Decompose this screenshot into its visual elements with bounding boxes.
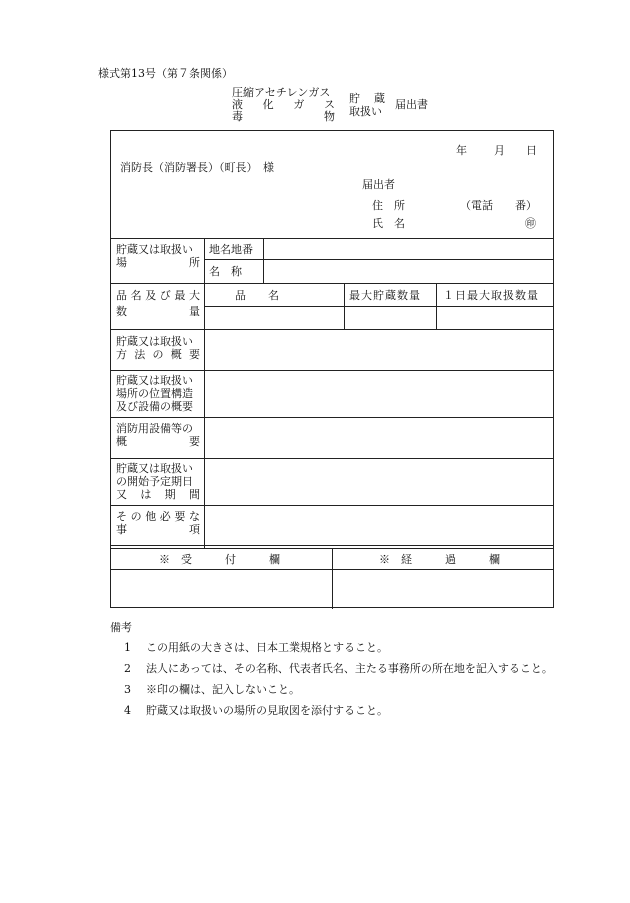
date-day: 日 [526, 144, 537, 157]
remark-4-text: 貯蔵又は取扱いの場所の見取図を添付すること。 [146, 704, 388, 717]
form-number: 様式第13号（第７条関係） [98, 67, 233, 80]
title-substance-1: 圧縮アセチレンガス [232, 86, 331, 99]
notifier-label: 届出者 [362, 178, 395, 191]
remark-3-text: ※印の欄は、記入しないこと。 [146, 683, 300, 696]
remark-2-num: 2 [124, 662, 131, 675]
title-substance-2: 液 化 ガ ス [232, 98, 335, 111]
date-year: 年 [456, 144, 467, 157]
remark-1-num: 1 [124, 641, 131, 654]
date-month: 月 [494, 144, 505, 157]
row-schedule-label: 貯蔵又は取扱い の開始予定期日 又 は 期 間 [116, 462, 200, 501]
row-equipment-label: 消防用設備等の 概 要 [116, 422, 200, 448]
col-max-storage-header: 最大貯蔵数量 [349, 289, 421, 302]
remark-2-text: 法人にあっては、その名称、代表者氏名、主たる事務所の所在地を記入すること。 [146, 662, 553, 675]
remark-4-num: 4 [124, 704, 131, 717]
remarks-title: 備考 [110, 621, 132, 634]
row-method-label: 貯蔵又は取扱い 方 法 の 概 要 [116, 335, 200, 361]
reception-col-header: ※ 受 付 欄 [159, 553, 280, 566]
location-label: 貯蔵又は取扱い 場 所 [116, 243, 200, 269]
name-field-label: 名 称 [209, 265, 242, 278]
addressee: 消防長（消防署長）（町長） 様 [120, 161, 274, 174]
quantity-label: 品 名 及 び 最 大 数 量 [116, 289, 200, 318]
address-field-label: 地名地番 [209, 243, 253, 256]
row-structure-label: 貯蔵又は取扱い 場所の位置構造 及び設備の概要 [116, 374, 193, 413]
form-table [110, 130, 554, 608]
remark-1-text: この用紙の大きさは、日本工業規格とすること。 [146, 641, 388, 654]
phone-label: （電話 番） [460, 199, 537, 212]
title-suffix: 届出書 [395, 98, 428, 111]
row-other-label: そ の 他 必 要 な 事 項 [116, 510, 200, 536]
remark-3-num: 3 [124, 683, 131, 696]
seal-mark: ㊞ [525, 217, 536, 230]
col-item-header: 品 名 [235, 289, 279, 302]
title-substance-3: 毒 物 [232, 110, 335, 123]
title-action-2: 取扱い [349, 105, 382, 118]
name-label: 氏 名 [372, 217, 405, 230]
address-label: 住 所 [372, 199, 405, 212]
title-action-1: 貯 蔵 [349, 92, 385, 105]
col-daily-max-header: １日最大取扱数量 [443, 289, 539, 302]
progress-col-header: ※ 経 過 欄 [379, 553, 500, 566]
